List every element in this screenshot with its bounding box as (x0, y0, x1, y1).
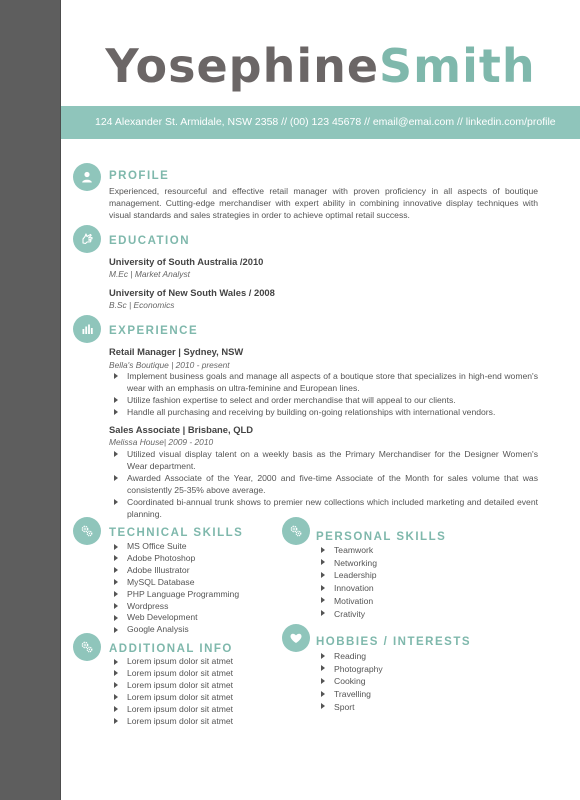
first-name: Yosephine (105, 39, 380, 93)
list-item: Reading (316, 650, 516, 663)
list-item: Photography (316, 663, 516, 676)
hobbies-heading: HOBBIES / INTERESTS (316, 636, 472, 648)
bar-chart-icon (73, 315, 101, 343)
contact-bar: 124 Alexander St. Armidale, NSW 2358 // (00) 123 45678 // email@emai.com // linkedin.com/profile (61, 106, 580, 139)
list-item: Google Analysis (109, 624, 279, 636)
profile-heading: PROFILE (109, 170, 170, 182)
list-item: Cooking (316, 675, 516, 688)
list-item: Handle all purchasing and receiving by building on-going relationships with international vendors. (109, 406, 538, 418)
list-item: Lorem ipsum dolor sit atmet (109, 692, 279, 704)
list-item: Adobe Illustrator (109, 565, 279, 577)
job-company: Melissa House| 2009 - 2010 (109, 437, 214, 447)
list-item: Utilize fashion expertise to select and order merchandise that will appeal to our clients. (109, 394, 538, 406)
candidate-name (61, 38, 580, 94)
job-bullets (109, 448, 538, 520)
additional-info-heading: ADDITIONAL INFO (109, 643, 233, 655)
job-title: Sales Associate | Brisbane, QLD (109, 424, 253, 435)
gears-icon (73, 517, 101, 545)
heart-icon (282, 624, 310, 652)
profile-text: Experienced, resourceful and effective retail manager with proven proficiency in all aspects of boutique management. Cutting-edge merchandiser with expert ability in combining innovative display techniques with visual standards and sales strategies in order to achieve optimal retail success. (109, 186, 538, 220)
list-item: Sport (316, 701, 516, 714)
technical-skills-list (109, 541, 279, 636)
list-item: Web Development (109, 612, 279, 624)
list-item: Lorem ipsum dolor sit atmet (109, 704, 279, 716)
list-item: PHP Language Programming (109, 589, 279, 601)
education-school: University of New South Wales / 2008 (109, 287, 275, 298)
list-item: MySQL Database (109, 577, 279, 589)
list-item: Coordinated bi-annual trunk shows to premier new collections which included marketing and detailed event planning. (109, 496, 538, 520)
list-item: Awarded Associate of the Year, 2000 and five-time Associate of the Month for sales volume that was consistently 25-35% above average. (109, 472, 538, 496)
list-item: Leadership (316, 569, 516, 582)
experience-heading: EXPERIENCE (109, 325, 199, 337)
list-item: Travelling (316, 688, 516, 701)
gears-icon (73, 633, 101, 661)
list-item: Wordpress (109, 601, 279, 613)
list-item: Lorem ipsum dolor sit atmet (109, 716, 279, 728)
hand-icon (73, 225, 101, 253)
job-company: Bella's Boutique | 2010 - present (109, 360, 230, 370)
list-item: Implement business goals and manage all aspects of a boutique store that specializes in high-end women's wear with an emphasis on ultra-feminine and European lines. (109, 370, 538, 394)
education-heading: EDUCATION (109, 235, 191, 247)
list-item: Crativity (316, 608, 516, 621)
last-name: Smith (379, 39, 536, 93)
additional-info-list (109, 656, 279, 727)
personal-skills-list (316, 544, 516, 620)
user-icon (73, 163, 101, 191)
list-item: Networking (316, 557, 516, 570)
job-title: Retail Manager | Sydney, NSW (109, 346, 244, 357)
technical-skills-heading: TECHNICAL SKILLS (109, 527, 244, 539)
education-school: University of South Australia /2010 (109, 256, 264, 267)
list-item: Lorem ipsum dolor sit atmet (109, 680, 279, 692)
education-degree: M.Ec | Market Analyst (109, 269, 190, 279)
list-item: Innovation (316, 582, 516, 595)
gears-icon (282, 517, 310, 545)
personal-skills-heading: PERSONAL SKILLS (316, 531, 447, 543)
list-item: Lorem ipsum dolor sit atmet (109, 656, 279, 668)
list-item: Teamwork (316, 544, 516, 557)
list-item: Adobe Photoshop (109, 553, 279, 565)
list-item: MS Office Suite (109, 541, 279, 553)
list-item: Motivation (316, 595, 516, 608)
left-sidebar-stripe (0, 0, 61, 800)
job-bullets (109, 370, 538, 418)
list-item: Utilized visual display talent on a weekly basis as the Primary Merchandiser for the Designer Women's Wear department. (109, 448, 538, 472)
list-item: Lorem ipsum dolor sit atmet (109, 668, 279, 680)
hobbies-list (316, 650, 516, 714)
education-degree: B.Sc | Economics (109, 300, 175, 310)
